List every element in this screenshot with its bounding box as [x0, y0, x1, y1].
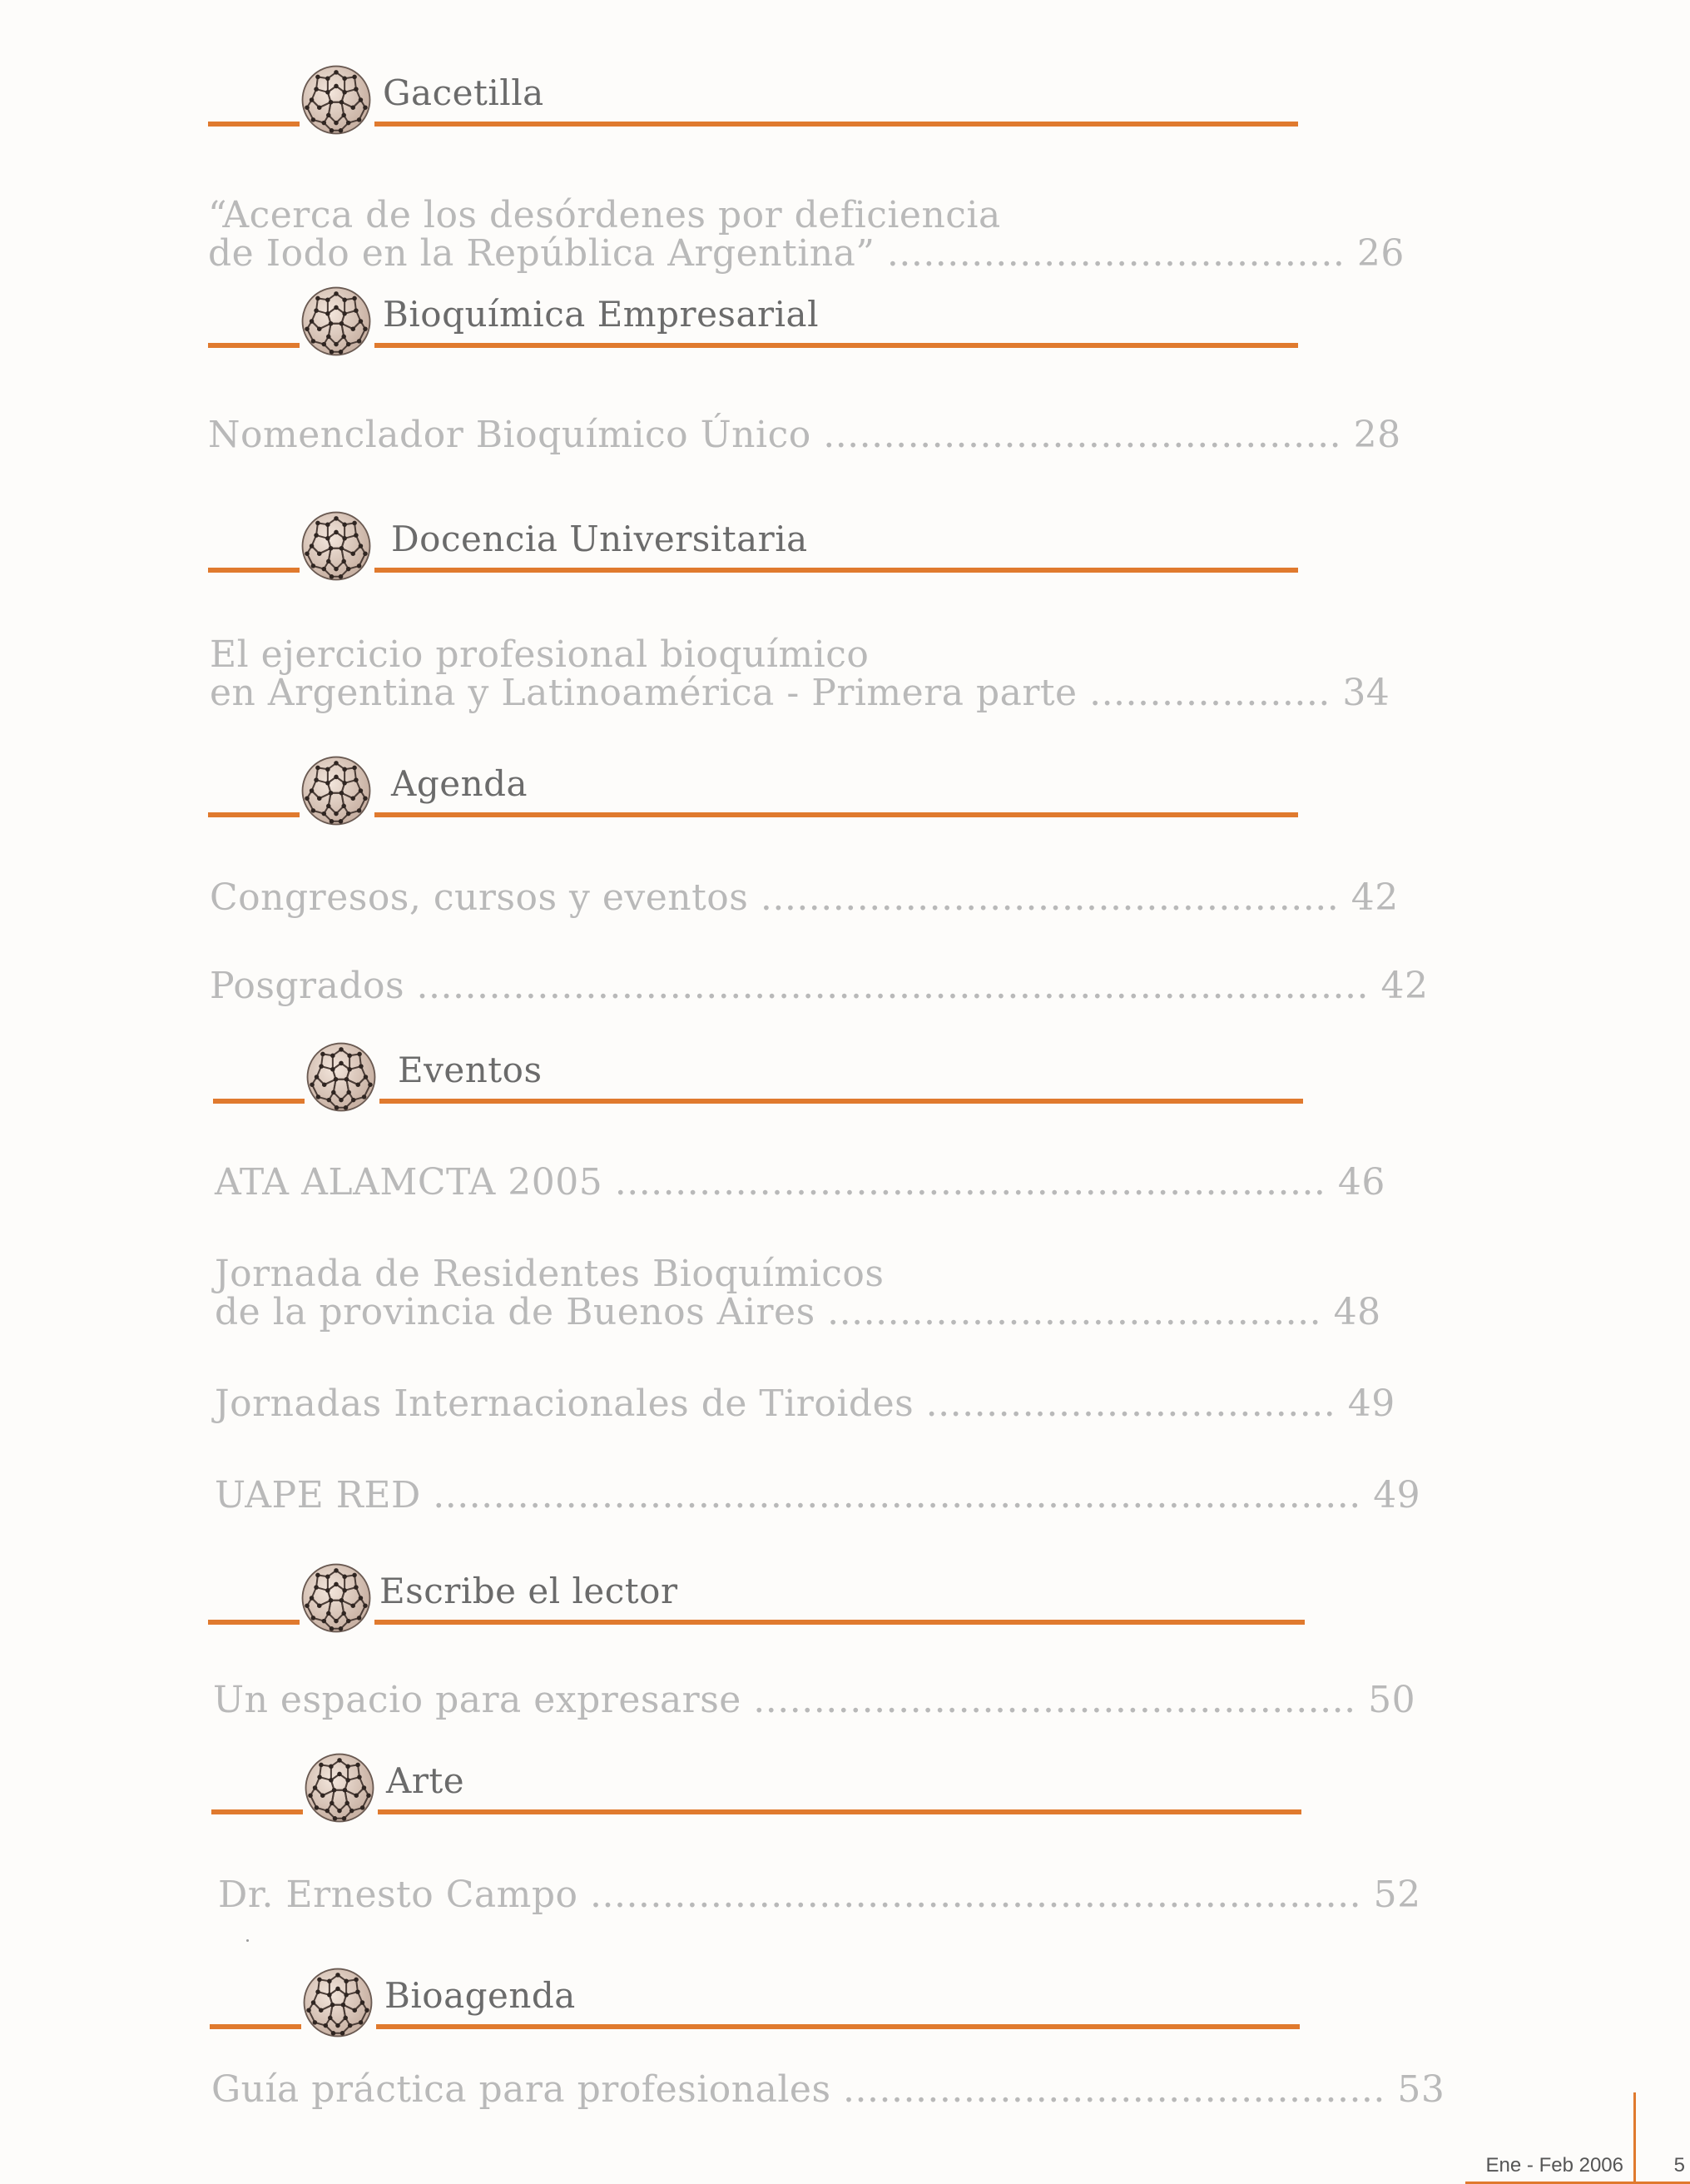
toc-entry[interactable] — [208, 196, 1405, 273]
orange-rule-left — [208, 122, 300, 127]
footer-vertical-rule — [1633, 2092, 1636, 2184]
buckyball-icon — [298, 752, 374, 829]
page-number: 48 — [1333, 1291, 1381, 1333]
orange-rule-left — [208, 812, 300, 817]
orange-rule-left — [210, 2024, 301, 2029]
entry-title-line: Jornada de Residentes Bioquímicos — [215, 1253, 885, 1295]
section-title: Agenda — [391, 763, 528, 804]
section-header-eventos — [213, 1020, 1303, 1104]
page-number: 42 — [1380, 965, 1429, 1007]
buckyball-icon — [303, 1039, 379, 1115]
buckyball-icon — [300, 1964, 376, 2041]
orange-rule-right — [374, 568, 1298, 573]
entry-title-line: El ejercicio profesional bioquímico — [210, 633, 870, 676]
orange-rule-right — [376, 2024, 1300, 2029]
buckyball-icon — [298, 1560, 374, 1636]
orange-rule-right — [374, 343, 1298, 348]
orange-rule-left — [208, 568, 300, 573]
buckyball-icon — [298, 62, 374, 138]
section-title: Arte — [386, 1760, 465, 1801]
toc-entry[interactable] — [215, 1255, 1381, 1332]
issue-date: Ene - Feb 2006 — [1485, 2154, 1623, 2177]
toc-entry[interactable] — [213, 1681, 1415, 1720]
entry-title-line: Dr. Ernesto Campo ................................................................ 52 — [218, 1874, 1421, 1916]
section-header-docencia-universitaria — [208, 489, 1298, 573]
page-number: 53 — [1397, 2068, 1445, 2111]
page-number: 26 — [1356, 232, 1405, 275]
buckyball-icon — [298, 508, 374, 584]
entry-title-line: Nomenclador Bioquímico Único ........................................... 28 — [208, 414, 1401, 456]
entry-title-line: “Acerca de los desórdenes por deficiencia — [208, 194, 1001, 236]
toc-entry[interactable] — [208, 416, 1401, 454]
section-header-bioagenda — [210, 1946, 1300, 2029]
orange-rule-left — [213, 1099, 305, 1104]
toc-entry[interactable] — [210, 876, 1399, 919]
entry-title-line: ATA ALAMCTA 2005 ........................................................... 46 — [215, 1161, 1385, 1204]
orange-rule-left — [211, 1809, 303, 1814]
entry-title-line: Un espacio para expresarse .................................................. 50 — [213, 1679, 1416, 1721]
section-title: Bioquímica Empresarial — [383, 294, 820, 335]
toc-entry[interactable] — [210, 633, 1390, 714]
entry-title-line: de la provincia de Buenos Aires ......................................... 48 — [215, 1291, 1381, 1333]
orange-rule-right — [378, 1809, 1301, 1814]
orange-rule-right — [374, 122, 1298, 127]
orange-rule-left — [208, 343, 300, 348]
section-title: Gacetilla — [383, 72, 544, 113]
section-header-bioquimica-empresarial — [208, 265, 1298, 348]
section-header-escribe-el-lector — [208, 1541, 1305, 1625]
buckyball-icon — [301, 1750, 378, 1826]
page-number: 50 — [1368, 1679, 1416, 1721]
page-number: 46 — [1337, 1161, 1385, 1204]
entry-title-line: Guía práctica para profesionales ............................................. 53 — [211, 2068, 1445, 2111]
toc-entry[interactable] — [215, 1382, 1395, 1425]
page-number: 42 — [1351, 876, 1399, 919]
buckyball-icon — [298, 283, 374, 360]
toc-entry[interactable] — [218, 1876, 1421, 1914]
page-number: 34 — [1342, 672, 1390, 714]
page-number: 49 — [1347, 1382, 1395, 1425]
orange-rule-right — [379, 1099, 1303, 1104]
section-header-arte — [211, 1731, 1301, 1814]
section-title: Docencia Universitaria — [391, 519, 808, 559]
page-number: 49 — [1373, 1474, 1421, 1516]
stray-dot — [246, 1939, 249, 1942]
page-number: 28 — [1353, 414, 1401, 456]
page-number: 52 — [1373, 1874, 1421, 1916]
entry-title-line: UAPE RED ............................................................................. 49 — [215, 1474, 1421, 1516]
section-title: Escribe el lector — [379, 1571, 678, 1611]
page-footer — [1465, 2092, 1690, 2184]
toc-entry[interactable] — [215, 1161, 1385, 1204]
entry-title-line: Jornadas Internacionales de Tiroides .................................. 49 — [215, 1382, 1395, 1425]
entry-title-line: Congresos, cursos y eventos ................................................ 42 — [210, 876, 1399, 919]
entry-title-line: de Iodo en la República Argentina” ...................................... 26 — [208, 232, 1405, 275]
orange-rule-right — [374, 812, 1298, 817]
page-number: 5 — [1673, 2154, 1685, 2177]
section-header-gacetilla — [208, 43, 1298, 127]
toc-entry[interactable] — [211, 2068, 1445, 2111]
section-title: Eventos — [398, 1050, 543, 1090]
section-header-agenda — [208, 734, 1298, 817]
toc-entry[interactable] — [210, 967, 1428, 1005]
section-title: Bioagenda — [384, 1975, 576, 2016]
orange-rule-left — [208, 1620, 300, 1625]
entry-title-line: Posgrados ............................................................................... 42 — [210, 965, 1429, 1007]
toc-entry[interactable] — [215, 1474, 1421, 1516]
entry-title-line: en Argentina y Latinoamérica - Primera parte .................... 34 — [210, 672, 1390, 714]
orange-rule-right — [374, 1620, 1305, 1625]
